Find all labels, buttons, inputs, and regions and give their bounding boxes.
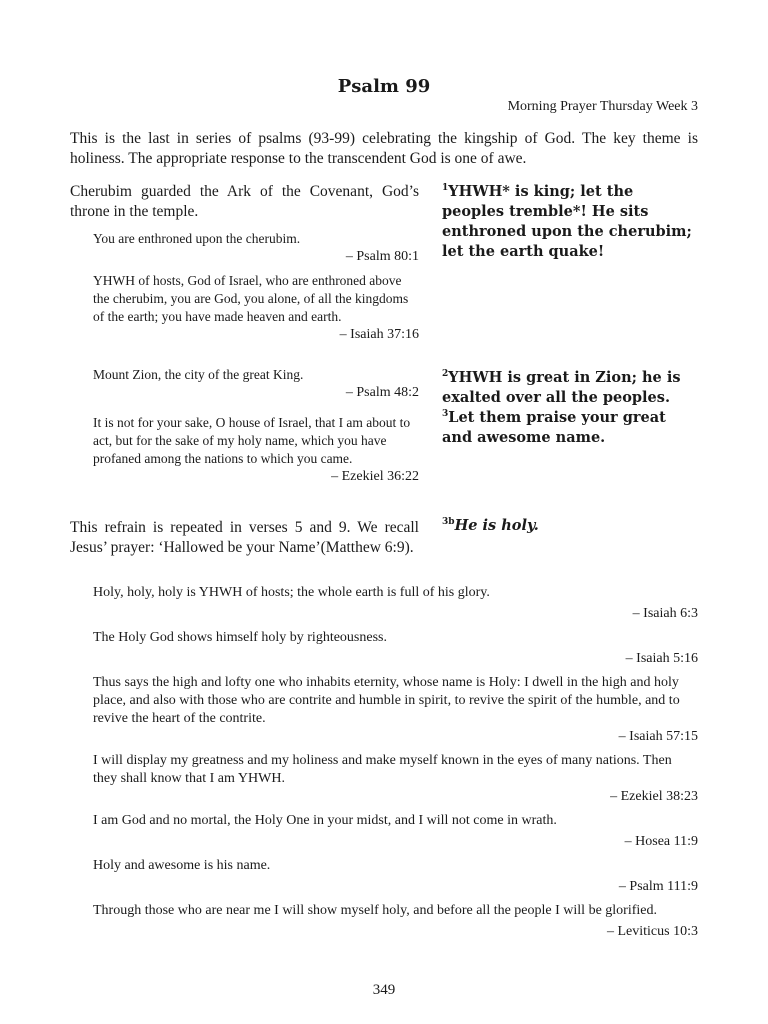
verse-text: He is holy. [454, 517, 539, 534]
psalm-verse-1 [442, 182, 698, 262]
page-number: 349 [372, 982, 396, 998]
verse-text: Let them praise your great and awesome name. [442, 409, 666, 446]
verse-number: 3 [442, 409, 449, 420]
quote-reference: – Ezekiel 36:22 [331, 469, 419, 484]
section-3-commentary: This refrain is repeated in verses 5 and 9. We recall Jesus’ prayer: ‘Hallowed be your Name’(Matthew 6:9). [70, 519, 419, 556]
liturgy-subtitle: Morning Prayer Thursday Week 3 [507, 99, 698, 114]
quote-text: Through those who are near me I will show myself holy, and before all the people I will be glorified. [93, 903, 657, 918]
quote-reference: – Psalm 48:2 [345, 385, 419, 400]
quote-reference: – Psalm 80:1 [345, 249, 419, 264]
page [70, 0, 698, 1024]
intro-paragraph: This is the last in series of psalms (93-99) celebrating the kingship of God. The key theme is holiness. The appropriate response to the transcendent God is one of awe. [70, 130, 698, 167]
quote-reference: – Isaiah 6:3 [632, 606, 698, 621]
verse-number: 1 [442, 183, 449, 194]
quote-block [70, 366, 419, 486]
section-1-left [70, 182, 419, 344]
quote-text: Holy and awesome is his name. [93, 858, 271, 873]
commentary: Cherubim guarded the Ark of the Covenant, God’s throne in the temple. [70, 183, 419, 220]
quote-block [70, 230, 419, 344]
section-2-left [70, 366, 419, 486]
verse-number: 3b [442, 517, 455, 528]
quote-text: Thus says the high and lofty one who inhabits eternity, whose name is Holy: I dwell in the high and holy place, and also with those who are contrite and humble in spirit, to revive the spirit of the humble, and to revive the heart of the contrite. [93, 675, 680, 726]
full-width-quotes [93, 584, 698, 941]
quote-reference: – Isaiah 57:15 [618, 729, 698, 744]
quote-text: It is not for your sake, O house of Israel, that I am about to act, but for the sake of my holy name, which you have profaned among the nations to which you came. [93, 415, 411, 466]
quote-reference: – Isaiah 5:16 [625, 651, 698, 666]
quote-text: I am God and no mortal, the Holy One in your midst, and I will not come in wrath. [93, 813, 557, 828]
quote-reference: – Isaiah 37:16 [339, 327, 419, 342]
psalm-verse-2 [442, 368, 698, 448]
quote-reference: – Ezekiel 38:23 [610, 789, 698, 804]
quote-text: You are enthroned upon the cherubim. [93, 231, 301, 246]
quote-text: The Holy God shows himself holy by righteousness. [93, 630, 387, 645]
psalm-verse-3b [442, 516, 698, 536]
quote-text: YHWH of hosts, God of Israel, who are enthroned above the cherubim, you are God, you alone, of all the kingdoms of the earth; you have made heaven and earth. [93, 273, 409, 324]
quote-reference: – Psalm 111:9 [618, 879, 698, 894]
quote-text: I will display my greatness and my holiness and make myself known in the eyes of many nations. Then they shall know that I am YHWH. [93, 753, 672, 786]
quote-text: Mount Zion, the city of the great King. [93, 367, 304, 382]
quote-text: Holy, holy, holy is YHWH of hosts; the whole earth is full of his glory. [93, 585, 490, 600]
verse-number: 2 [442, 369, 449, 380]
verse-text: YHWH is great in Zion; he is exalted over all the peoples. [442, 369, 681, 406]
page-title: Psalm 99 [337, 76, 431, 97]
verse-text: YHWH* is king; let the peoples tremble*! He sits enthroned upon the cherubim; let the earth quake! [442, 183, 692, 260]
quote-reference: – Leviticus 10:3 [607, 924, 698, 939]
quote-reference: – Hosea 11:9 [624, 834, 698, 849]
